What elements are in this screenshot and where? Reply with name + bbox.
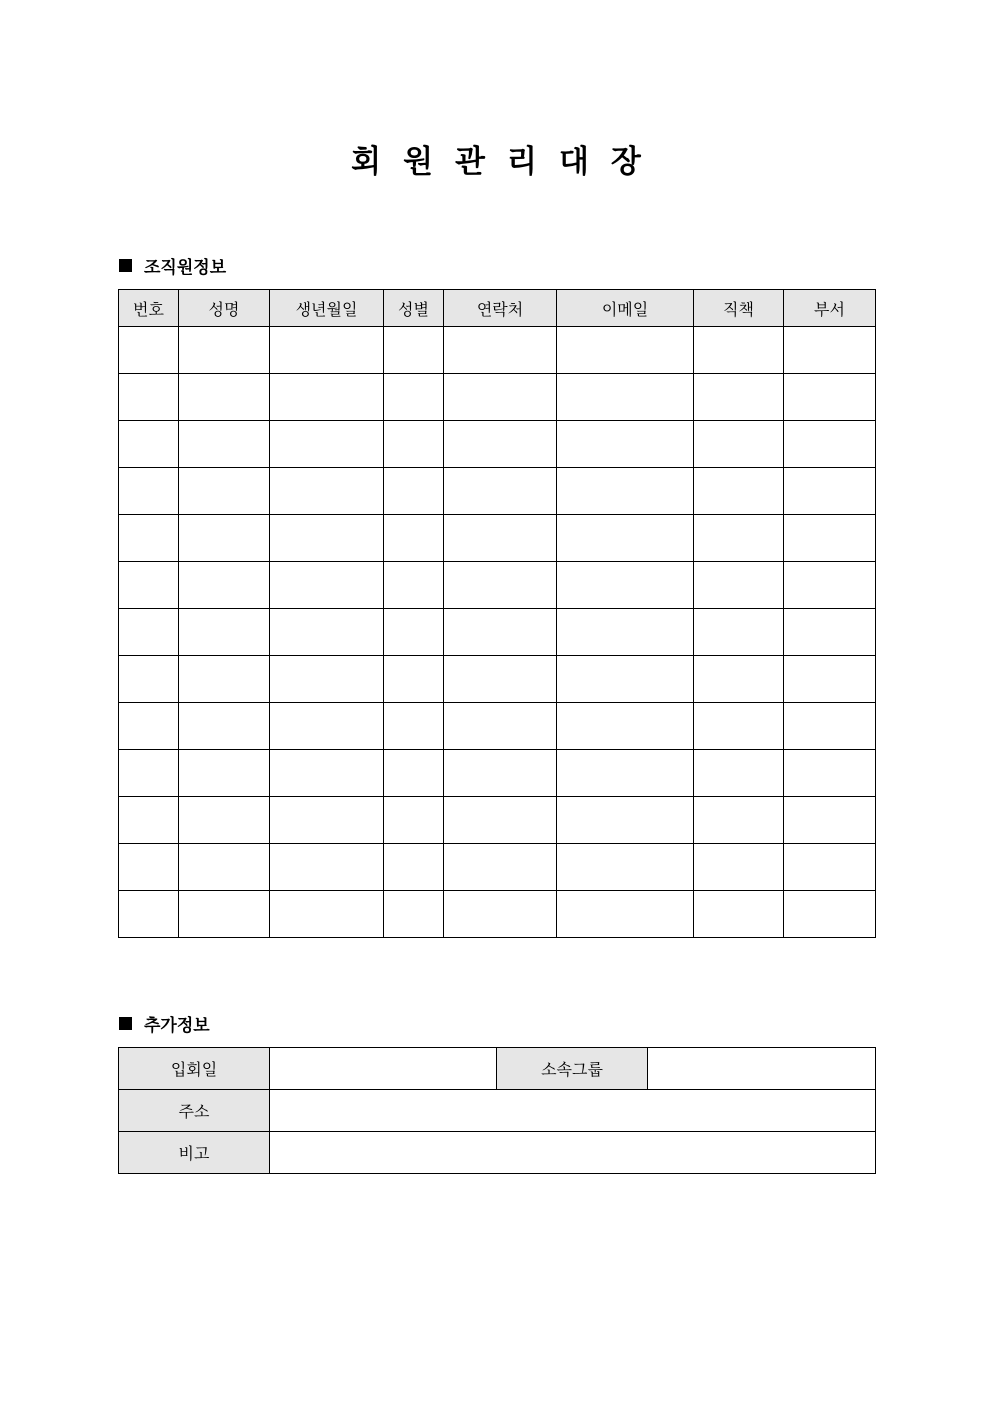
cell-name[interactable] [179, 374, 270, 421]
table-row [119, 750, 876, 797]
cell-number[interactable] [119, 844, 179, 891]
table-row [119, 891, 876, 938]
column-header-email: 이메일 [557, 290, 694, 327]
cell-number[interactable] [119, 703, 179, 750]
table-row [119, 421, 876, 468]
cell-number[interactable] [119, 468, 179, 515]
cell-email[interactable] [557, 750, 694, 797]
cell-department[interactable] [784, 797, 876, 844]
table-row [119, 1090, 876, 1132]
table-row [119, 1048, 876, 1090]
cell-gender[interactable] [384, 797, 444, 844]
cell-contact[interactable] [444, 891, 557, 938]
cell-department[interactable] [784, 891, 876, 938]
cell-gender[interactable] [384, 515, 444, 562]
square-bullet-icon [119, 259, 132, 272]
cell-birthdate[interactable] [270, 468, 384, 515]
cell-gender[interactable] [384, 891, 444, 938]
section-heading-additional-info [119, 1011, 210, 1036]
cell-gender[interactable] [384, 844, 444, 891]
cell-birthdate[interactable] [270, 656, 384, 703]
cell-gender[interactable] [384, 609, 444, 656]
cell-email[interactable] [557, 891, 694, 938]
cell-birthdate[interactable] [270, 374, 384, 421]
join-date-label: 입회일 [119, 1048, 270, 1090]
cell-birthdate[interactable] [270, 891, 384, 938]
cell-gender[interactable] [384, 374, 444, 421]
table-header-row [119, 290, 876, 327]
cell-position[interactable] [694, 703, 784, 750]
cell-number[interactable] [119, 797, 179, 844]
cell-birthdate[interactable] [270, 797, 384, 844]
cell-email[interactable] [557, 374, 694, 421]
table-row [119, 1132, 876, 1174]
page-title: 회원관리대장 [351, 144, 663, 180]
cell-name[interactable] [179, 797, 270, 844]
column-header-name: 성명 [179, 290, 270, 327]
cell-birthdate[interactable] [270, 327, 384, 374]
cell-position[interactable] [694, 891, 784, 938]
cell-contact[interactable] [444, 421, 557, 468]
column-header-birthdate: 생년월일 [270, 290, 384, 327]
cell-number[interactable] [119, 891, 179, 938]
table-row [119, 515, 876, 562]
cell-number[interactable] [119, 609, 179, 656]
remarks-label: 비고 [119, 1132, 270, 1174]
cell-contact[interactable] [444, 656, 557, 703]
cell-email[interactable] [557, 515, 694, 562]
column-header-department: 부서 [784, 290, 876, 327]
cell-contact[interactable] [444, 844, 557, 891]
column-header-number: 번호 [119, 290, 179, 327]
cell-email[interactable] [557, 844, 694, 891]
remarks-field[interactable] [270, 1132, 876, 1174]
cell-department[interactable] [784, 468, 876, 515]
cell-email[interactable] [557, 327, 694, 374]
cell-gender[interactable] [384, 562, 444, 609]
cell-name[interactable] [179, 562, 270, 609]
cell-gender[interactable] [384, 421, 444, 468]
section-heading-label: 추가정보 [144, 1016, 210, 1036]
column-header-position: 직책 [694, 290, 784, 327]
address-field[interactable] [270, 1090, 876, 1132]
cell-position[interactable] [694, 750, 784, 797]
cell-department[interactable] [784, 327, 876, 374]
cell-email[interactable] [557, 656, 694, 703]
cell-name[interactable] [179, 844, 270, 891]
cell-department[interactable] [784, 656, 876, 703]
cell-position[interactable] [694, 374, 784, 421]
cell-position[interactable] [694, 562, 784, 609]
cell-contact[interactable] [444, 327, 557, 374]
cell-department[interactable] [784, 844, 876, 891]
cell-position[interactable] [694, 844, 784, 891]
section-heading-member-info [119, 253, 226, 278]
cell-email[interactable] [557, 609, 694, 656]
cell-position[interactable] [694, 515, 784, 562]
additional-info-table [118, 1047, 876, 1174]
cell-position[interactable] [694, 656, 784, 703]
table-row [119, 609, 876, 656]
cell-email[interactable] [557, 562, 694, 609]
cell-contact[interactable] [444, 374, 557, 421]
cell-gender[interactable] [384, 656, 444, 703]
cell-position[interactable] [694, 327, 784, 374]
cell-department[interactable] [784, 562, 876, 609]
cell-gender[interactable] [384, 750, 444, 797]
join-date-field[interactable] [270, 1048, 497, 1090]
section-heading-label: 조직원정보 [144, 258, 227, 278]
cell-birthdate[interactable] [270, 515, 384, 562]
cell-position[interactable] [694, 609, 784, 656]
cell-department[interactable] [784, 515, 876, 562]
cell-birthdate[interactable] [270, 844, 384, 891]
cell-birthdate[interactable] [270, 609, 384, 656]
cell-birthdate[interactable] [270, 750, 384, 797]
cell-contact[interactable] [444, 797, 557, 844]
cell-number[interactable] [119, 374, 179, 421]
table-row [119, 327, 876, 374]
cell-email[interactable] [557, 703, 694, 750]
cell-name[interactable] [179, 703, 270, 750]
square-bullet-icon [119, 1017, 132, 1030]
table-row [119, 468, 876, 515]
cell-department[interactable] [784, 421, 876, 468]
cell-number[interactable] [119, 562, 179, 609]
cell-number[interactable] [119, 515, 179, 562]
cell-name[interactable] [179, 421, 270, 468]
table-row [119, 703, 876, 750]
table-row [119, 797, 876, 844]
table-row [119, 844, 876, 891]
table-row [119, 374, 876, 421]
cell-contact[interactable] [444, 515, 557, 562]
cell-number[interactable] [119, 656, 179, 703]
cell-name[interactable] [179, 327, 270, 374]
cell-contact[interactable] [444, 750, 557, 797]
cell-contact[interactable] [444, 609, 557, 656]
table-row [119, 562, 876, 609]
cell-number[interactable] [119, 750, 179, 797]
cell-gender[interactable] [384, 468, 444, 515]
cell-number[interactable] [119, 421, 179, 468]
cell-email[interactable] [557, 797, 694, 844]
member-table-body [119, 327, 876, 938]
cell-name[interactable] [179, 515, 270, 562]
column-header-contact: 연락처 [444, 290, 557, 327]
cell-department[interactable] [784, 703, 876, 750]
cell-contact[interactable] [444, 468, 557, 515]
cell-department[interactable] [784, 374, 876, 421]
cell-gender[interactable] [384, 703, 444, 750]
cell-birthdate[interactable] [270, 562, 384, 609]
cell-name[interactable] [179, 750, 270, 797]
cell-birthdate[interactable] [270, 703, 384, 750]
column-header-gender: 성별 [384, 290, 444, 327]
group-field[interactable] [648, 1048, 876, 1090]
cell-department[interactable] [784, 750, 876, 797]
cell-position[interactable] [694, 797, 784, 844]
cell-email[interactable] [557, 421, 694, 468]
cell-contact[interactable] [444, 703, 557, 750]
cell-position[interactable] [694, 468, 784, 515]
cell-department[interactable] [784, 609, 876, 656]
group-label: 소속그룹 [497, 1048, 648, 1090]
cell-name[interactable] [179, 609, 270, 656]
member-info-table [118, 289, 876, 938]
cell-gender[interactable] [384, 327, 444, 374]
cell-number[interactable] [119, 327, 179, 374]
table-row [119, 656, 876, 703]
cell-email[interactable] [557, 468, 694, 515]
cell-birthdate[interactable] [270, 421, 384, 468]
cell-name[interactable] [179, 468, 270, 515]
address-label: 주소 [119, 1090, 270, 1132]
cell-position[interactable] [694, 421, 784, 468]
cell-name[interactable] [179, 891, 270, 938]
cell-name[interactable] [179, 656, 270, 703]
cell-contact[interactable] [444, 562, 557, 609]
